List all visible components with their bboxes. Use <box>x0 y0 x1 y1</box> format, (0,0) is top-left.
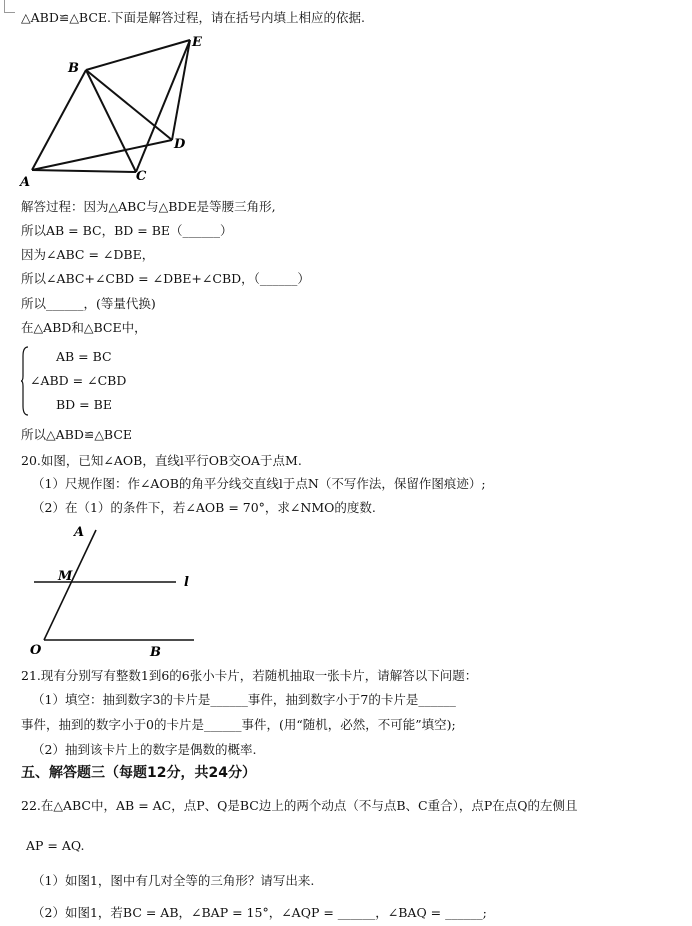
label-l: l <box>184 575 189 590</box>
label-b: B <box>68 61 79 76</box>
label-a: A <box>74 525 85 540</box>
segment-be <box>86 40 190 70</box>
label-c: C <box>136 169 147 184</box>
solution-line-2: 所以AB = BC，BD = BE（______） <box>21 223 233 238</box>
segment-de <box>172 40 190 140</box>
segment-bd <box>86 70 172 140</box>
q22-part-2: （2）如图1，若BC = AB，∠BAP = 15°，∠AQP = ______，∠BAQ = ______; <box>32 905 487 920</box>
q20-part-2: （2）在（1）的条件下，若∠AOB = 70°，求∠NMO的度数. <box>32 500 376 515</box>
label-e: E <box>192 35 202 50</box>
ray-oa <box>44 530 96 640</box>
q21-part-1a: （1）填空：抽到数字3的卡片是______事件，抽到数字小于7的卡片是______ <box>32 692 456 707</box>
solution-line-1: 解答过程：因为△ABC与△BDE是等腰三角形, <box>21 199 276 214</box>
label-o: O <box>30 643 42 658</box>
solution-line-3: 因为∠ABC = ∠DBE， <box>21 247 155 262</box>
q22-part-1: （1）如图1，图中有几对全等的三角形？请写出来. <box>32 873 315 888</box>
solution-line-4: 所以∠ABC+∠CBD = ∠DBE+∠CBD，（______） <box>21 271 310 286</box>
system-brace <box>21 346 29 416</box>
system-row-2: ∠ABD = ∠CBD <box>30 373 127 388</box>
segment-ad <box>32 140 172 170</box>
solution-line-6: 在△ABD和△BCE中， <box>21 320 147 335</box>
system-row-1: AB = BC <box>56 349 112 364</box>
segment-ce <box>136 40 190 172</box>
label-b: B <box>150 645 161 660</box>
q21-stem: 21.现有分别写有整数1到6的6张小卡片，若随机抽取一张卡片，请解答以下问题： <box>21 668 478 683</box>
label-m: M <box>58 569 73 584</box>
segment-ab <box>32 70 86 170</box>
label-d: D <box>174 137 186 152</box>
q21-part-1b: 事件，抽到的数字小于0的卡片是______事件，(用“随机，必然，不可能”填空); <box>21 717 456 732</box>
solution-line-5: 所以______，(等量代换) <box>21 296 156 311</box>
q22-stem: 22.在△ABC中，AB = AC，点P、Q是BC边上的两个动点（不与点B、C重合），点P在点Q的左侧且 <box>21 798 578 813</box>
q20-part-1: （1）尺规作图：作∠AOB的角平分线交直线l于点N（不写作法，保留作图痕迹）; <box>32 476 486 491</box>
q21-part-2: （2）抽到该卡片上的数字是偶数的概率. <box>32 742 257 757</box>
section-5-heading: 五、解答题三（每题12分，共24分） <box>21 765 256 781</box>
q20-stem: 20.如图，已知∠AOB，直线l平行OB交OA于点M. <box>21 453 302 468</box>
segment-ac <box>32 170 136 172</box>
problem-19-statement-tail: △ABD≌△BCE.下面是解答过程，请在括号内填上相应的依据. <box>21 10 365 25</box>
system-row-3: BD = BE <box>56 397 112 412</box>
label-a: A <box>20 175 31 190</box>
figure-2-angle <box>26 520 216 660</box>
page-corner-mark <box>4 0 15 13</box>
q22-stem-cont: AP = AQ. <box>26 838 85 853</box>
solution-conclusion: 所以△ABD≌△BCE <box>21 427 133 442</box>
figure-1-triangles <box>18 32 208 192</box>
